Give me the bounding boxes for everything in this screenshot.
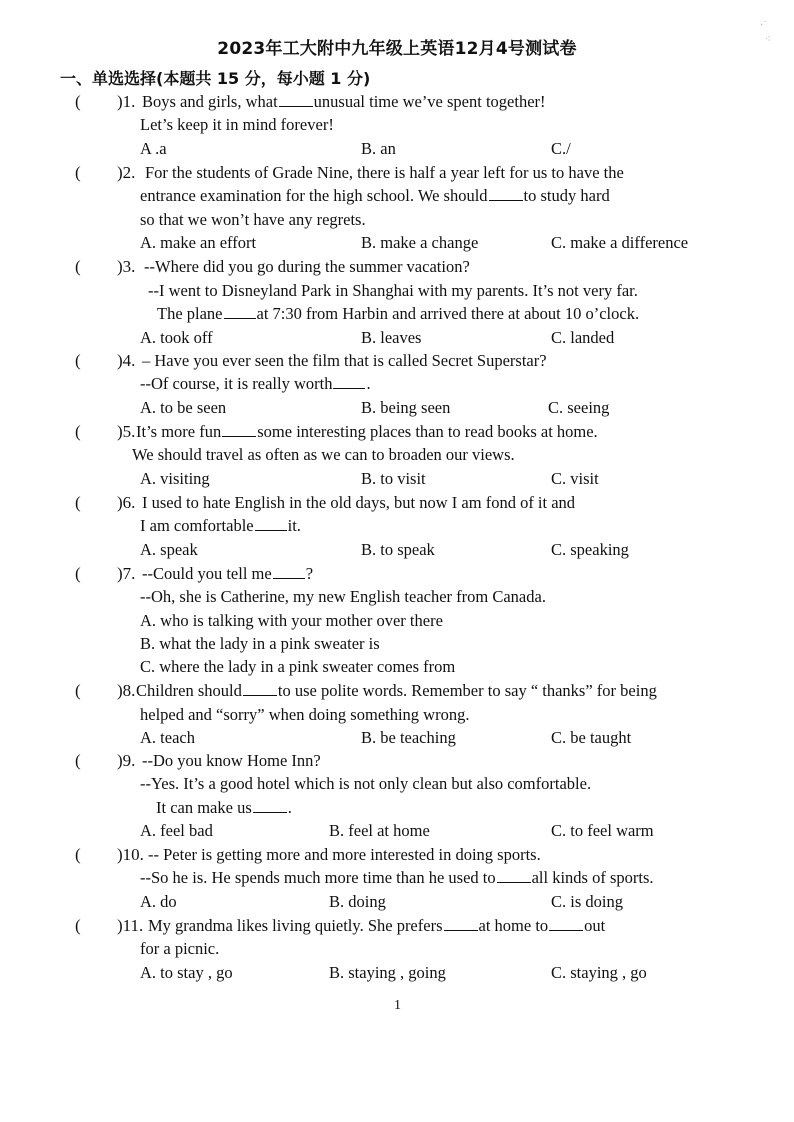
question-number: )4.	[117, 351, 136, 370]
answer-blank	[243, 681, 277, 696]
option-c: C. landed	[551, 328, 615, 347]
option-a: A. make an effort	[140, 233, 257, 252]
answer-paren-open: (	[75, 751, 81, 770]
question-number: )9.	[117, 751, 136, 770]
option-a: A. to stay , go	[140, 963, 233, 982]
option-c: C. make a difference	[551, 233, 689, 252]
question-line: For the students of Grade Nine, there is half a year left for us to have the	[145, 163, 624, 182]
question-number: )10.	[117, 845, 144, 864]
answer-blank	[279, 92, 313, 107]
question-number: )2.	[117, 163, 136, 182]
answer-blank	[444, 916, 478, 931]
option-a: A. visiting	[140, 469, 210, 488]
answer-blank	[549, 916, 583, 931]
question-line: I am comfortable it.	[140, 516, 301, 535]
question-line: It’s more fun some interesting places than to read books at home.	[136, 422, 598, 441]
question-line: It can make us .	[156, 798, 292, 817]
option-b: B. to speak	[361, 540, 435, 559]
answer-paren-open: (	[75, 422, 81, 441]
option-a: A .a	[140, 139, 167, 158]
option-a: A. feel bad	[140, 821, 213, 840]
question-line: --Of course, it is really worth .	[140, 374, 371, 393]
question-line: I used to hate English in the old days, but now I am fond of it and	[142, 493, 576, 512]
option-b: B. what the lady in a pink sweater is	[140, 634, 380, 653]
option-c: C./	[551, 139, 571, 158]
answer-blank	[489, 186, 523, 201]
question-line: --I went to Disneyland Park in Shanghai with my parents. It’s not very far.	[148, 281, 638, 300]
answer-blank	[273, 564, 305, 579]
option-a: A. to be seen	[140, 398, 227, 417]
scan-speck: ⁖	[765, 34, 771, 45]
answer-blank	[497, 868, 531, 883]
option-c: C. visit	[551, 469, 599, 488]
question-number: )3.	[117, 257, 136, 276]
option-b: B. doing	[329, 892, 386, 911]
question-line: --Where did you go during the summer vacation?	[144, 257, 470, 276]
option-b: B. leaves	[361, 328, 422, 347]
question-line: We should travel as often as we can to broaden our views.	[132, 445, 515, 464]
option-a: A. who is talking with your mother over there	[140, 611, 443, 630]
question-line: helped and “sorry” when doing something wrong.	[140, 705, 470, 724]
question-line: --Yes. It’s a good hotel which is not only clean but also comfortable.	[140, 774, 592, 793]
question-line: --Could you tell me ?	[142, 564, 314, 583]
option-b: B. to visit	[361, 469, 426, 488]
section-heading: 一、单选选择(本题共 15 分，每小题 1 分)	[60, 69, 371, 88]
answer-paren-open: (	[75, 916, 81, 935]
option-c: C. seeing	[548, 398, 610, 417]
exam-title: 2023年工大附中九年级上英语12月4号测试卷	[217, 39, 577, 59]
option-b: B. make a change	[361, 233, 479, 252]
question-line: The plane at 7:30 from Harbin and arrived there at about 10 o’clock.	[157, 304, 640, 323]
question-line: – Have you ever seen the film that is called Secret Superstar?	[142, 351, 547, 370]
answer-blank	[255, 516, 287, 531]
option-a: A. speak	[140, 540, 198, 559]
option-c: C. be taught	[551, 728, 632, 747]
question-line: --So he is. He spends much more time than he used to all kinds of sports.	[140, 868, 654, 887]
option-c: C. where the lady in a pink sweater comes from	[140, 657, 456, 676]
question-line: --Do you know Home Inn?	[142, 751, 321, 770]
answer-blank	[224, 304, 256, 319]
question-line: Boys and girls, what unusual time we’ve spent together!	[142, 92, 546, 111]
option-c: C. is doing	[551, 892, 623, 911]
answer-paren-open: (	[75, 163, 81, 182]
option-c: C. speaking	[551, 540, 629, 559]
option-a: A. took off	[140, 328, 213, 347]
scan-speck: ·˙	[760, 20, 767, 31]
option-c: C. to feel warm	[551, 821, 654, 840]
answer-blank	[222, 422, 256, 437]
option-b: B. an	[361, 139, 396, 158]
answer-blank	[253, 798, 287, 813]
option-b: B. be teaching	[361, 728, 456, 747]
question-number: )7.	[117, 564, 136, 583]
question-line: for a picnic.	[140, 939, 220, 958]
question-line: My grandma likes living quietly. She prefers at home to out	[148, 916, 606, 935]
question-line: --Oh, she is Catherine, my new English teacher from Canada.	[140, 587, 546, 606]
answer-paren-open: (	[75, 564, 81, 583]
answer-paren-open: (	[75, 845, 81, 864]
question-number: )1.	[117, 92, 136, 111]
question-number: )11.	[117, 916, 144, 935]
question-number: )5.	[117, 422, 136, 441]
question-line: entrance examination for the high school. We should to study hard	[140, 186, 610, 205]
answer-paren-open: (	[75, 493, 81, 512]
option-b: B. feel at home	[329, 821, 430, 840]
page-number: 1	[394, 998, 401, 1013]
question-line: so that we won’t have any regrets.	[140, 210, 366, 229]
option-b: B. staying , going	[329, 963, 446, 982]
option-c: C. staying , go	[551, 963, 647, 982]
answer-paren-open: (	[75, 351, 81, 370]
answer-paren-open: (	[75, 92, 81, 111]
option-a: A. teach	[140, 728, 195, 747]
question-line: Let’s keep it in mind forever!	[140, 115, 334, 134]
question-number: )8.	[117, 681, 136, 700]
option-b: B. being seen	[361, 398, 451, 417]
question-line: -- Peter is getting more and more interested in doing sports.	[148, 845, 541, 864]
answer-paren-open: (	[75, 681, 81, 700]
answer-paren-open: (	[75, 257, 81, 276]
answer-blank	[333, 374, 365, 389]
option-a: A. do	[140, 892, 177, 911]
question-line: Children should to use polite words. Remember to say “ thanks” for being	[136, 681, 657, 700]
question-number: )6.	[117, 493, 136, 512]
